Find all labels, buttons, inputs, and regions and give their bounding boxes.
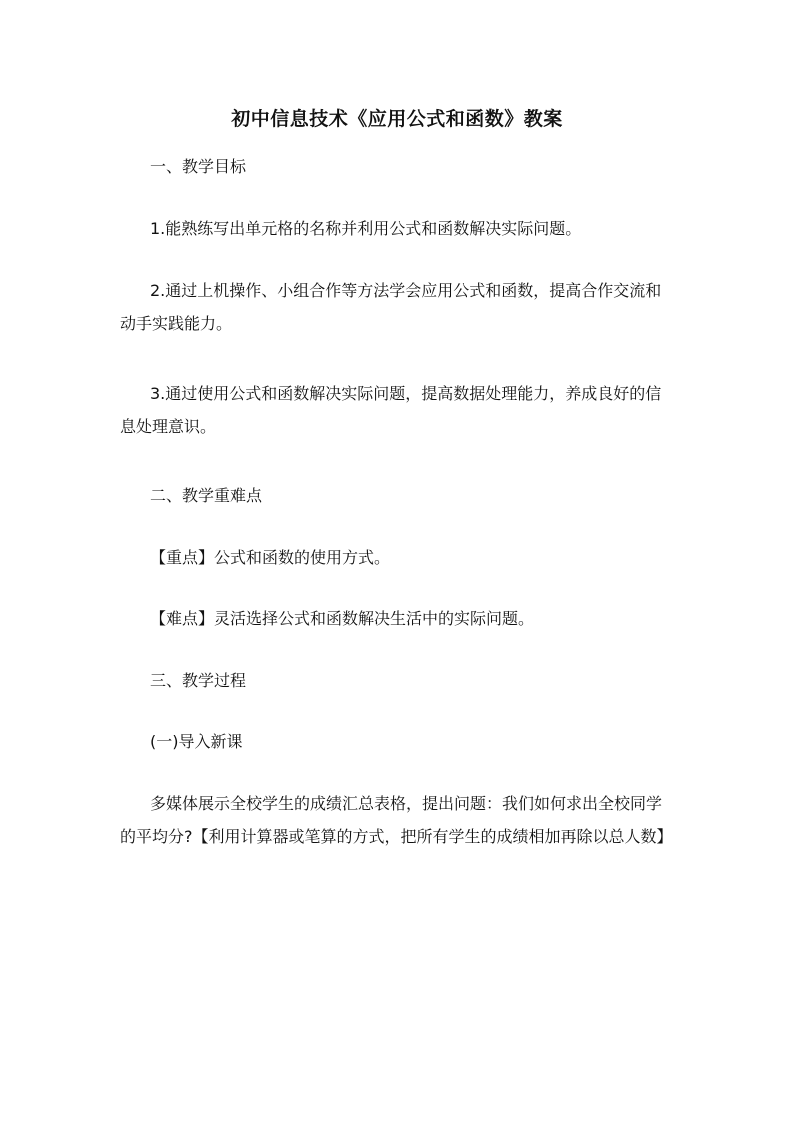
objective-1: 1.能熟练写出单元格的名称并利用公式和函数解决实际问题。 <box>150 219 582 238</box>
key-point: 【重点】公式和函数的使用方式。 <box>150 548 391 567</box>
section-heading-objectives: 一、教学目标 <box>150 157 247 176</box>
objective-2: 2.通过上机操作、小组合作等方法学会应用公式和函数，提高合作交流和动手实践能力。 <box>120 281 662 333</box>
objective-3: 3.通过使用公式和函数解决实际问题，提高数据处理能力，养成良好的信息处理意识。 <box>120 384 662 436</box>
document-title: 初中信息技术《应用公式和函数》教案 <box>231 108 563 130</box>
intro-paragraph: 多媒体展示全校学生的成绩汇总表格，提出问题：我们如何求出全校同学的平均分?【利用计算器或笔算的方式，把所有学生的成绩相加再除以总人数】 <box>120 794 673 846</box>
section-heading-key-points: 二、教学重难点 <box>150 486 263 505</box>
difficult-point: 【难点】灵活选择公式和函数解决生活中的实际问题。 <box>150 609 535 628</box>
subsection-heading-intro: (一)导入新课 <box>150 732 243 751</box>
section-heading-process: 三、教学过程 <box>150 671 247 690</box>
